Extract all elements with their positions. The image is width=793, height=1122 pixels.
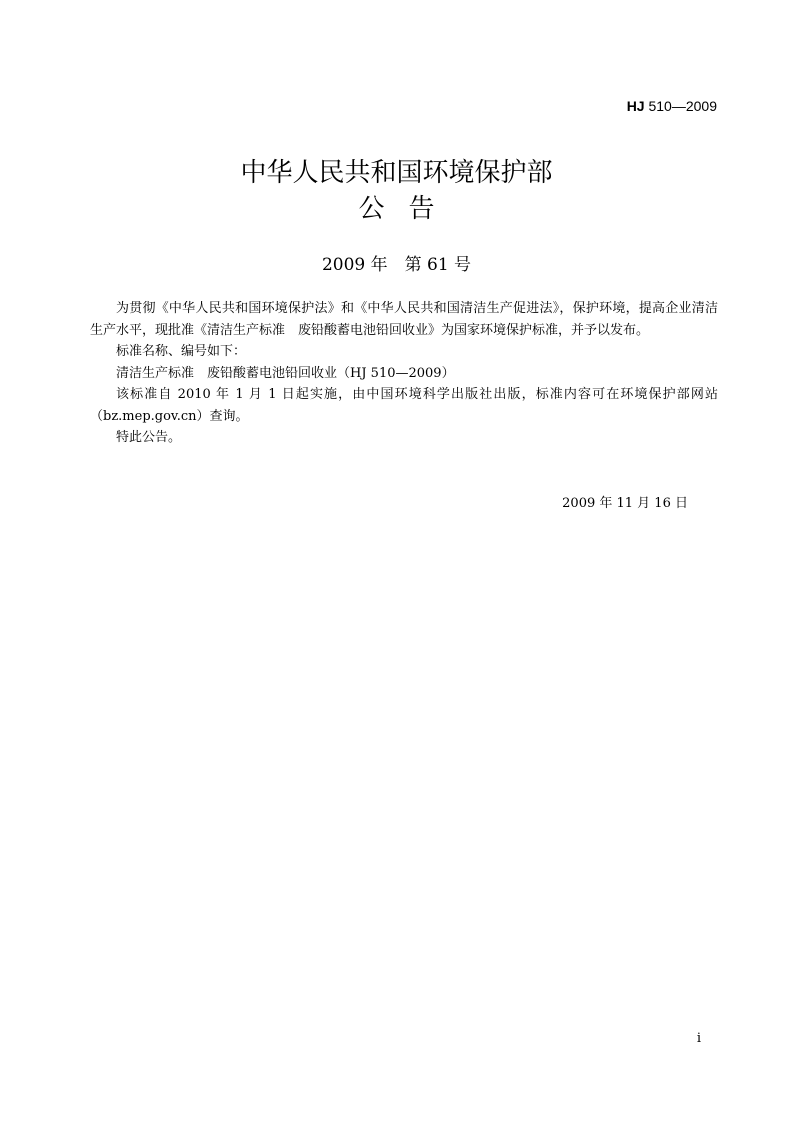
body-paragraph-closing: 特此公告。 bbox=[116, 430, 182, 445]
body-paragraph-implementation: 该标准自 2010 年 1 月 1 日起实施，由中国环境科学出版社出版，标准内容可在环境保护部网站（bz.mep.gov.cn）查询。 bbox=[90, 387, 718, 424]
issue-number: 2009 年 第 61 号 bbox=[321, 255, 472, 275]
body-paragraph-intro: 为贯彻《中华人民共和国环境保护法》和《中华人民共和国清洁生产促进法》，保护环境，提高企业清洁生产水平，现批准《清洁生产标准 废铅酸蓄电池铅回收业》为国家环境保护标准，并予以发布。 bbox=[90, 301, 718, 338]
body-paragraph-standard-name: 清洁生产标准 废铅酸蓄电池铅回收业（HJ 510—2009） bbox=[116, 365, 455, 381]
page-number: i bbox=[696, 1031, 701, 1046]
announcement-body bbox=[90, 298, 718, 449]
announcement-date: 2009 年 11 月 16 日 bbox=[562, 496, 688, 511]
standard-code-prefix: HJ bbox=[626, 98, 645, 114]
standard-code bbox=[627, 96, 717, 116]
standard-code-number: 510—2009 bbox=[644, 98, 717, 114]
ministry-title: 中华人民共和国环境保护部 bbox=[240, 158, 553, 188]
body-paragraph-list-heading: 标准名称、编号如下： bbox=[116, 344, 247, 359]
announcement-title: 公告 bbox=[358, 194, 459, 224]
